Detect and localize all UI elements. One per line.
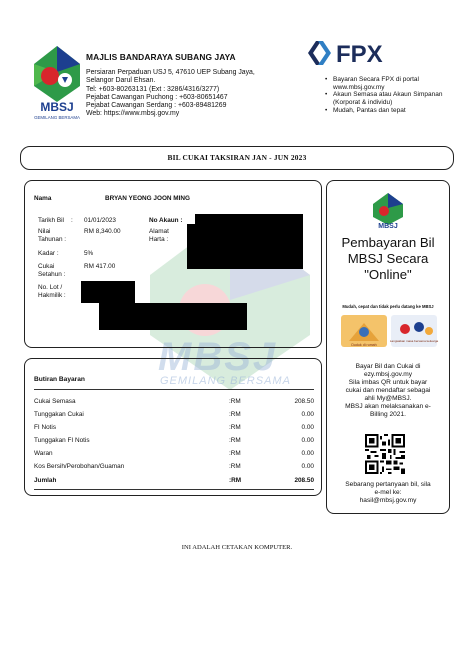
- address-block: [86, 69, 306, 119]
- table-row: Kos Bersih/Perobohan/Guaman :RM 0.00: [34, 463, 314, 470]
- annual-value-label: Tahunan :: [38, 236, 67, 243]
- half-year-tax-value: RM 417.00: [84, 263, 116, 270]
- watermark-text: MBSJ: [158, 335, 278, 379]
- rate-label: Kadar :: [38, 250, 59, 257]
- lot-label: No. Lot /: [38, 284, 63, 291]
- property-address-label: Alamat: [149, 228, 169, 235]
- table-row: Waran :RM 0.00: [34, 450, 314, 457]
- computer-generated-note: INI ADALAH CETAKAN KOMPUTER.: [181, 544, 293, 551]
- fpx-benefits-list: [325, 76, 465, 115]
- promo-logo-text: MBSJ: [378, 223, 398, 229]
- rate-value: 5%: [84, 250, 94, 257]
- annual-value: RM 8,340.00: [84, 228, 121, 235]
- total-row: Jumlah :RM 208.50: [34, 477, 314, 484]
- contact-email-link[interactable]: hasil@mbsj.gov.my: [359, 497, 417, 504]
- redacted-title-no: [99, 303, 247, 330]
- logo-tagline: GEMILANG BERSAMA: [34, 115, 80, 120]
- promo-body: Bayar Bil dan Cukai di ezy.mbsj.gov.my Sila imbas QR untuk bayar cukai dan mendaftar sebagai ahli My@MBSJ. MBSJ akan melaksanakan e- Billing 2021.: [345, 363, 431, 418]
- table-row: FI Notis :RM 0.00: [34, 424, 314, 431]
- bill-date-value: 01/01/2023: [84, 217, 116, 224]
- fpx-logo: [306, 38, 402, 68]
- table-row: Tunggakan Cukai :RM 0.00: [34, 411, 314, 418]
- online-payment-promo: [326, 180, 450, 514]
- mbsj-logo-small: [369, 191, 407, 229]
- org-name: MAJLIS BANDARAYA SUBANG JAYA: [86, 52, 236, 62]
- fpx-logo-text: FPX: [336, 41, 383, 68]
- address-line: Persiaran Perpaduan USJ 5, 47610 UEP Subang Jaya,: [86, 69, 255, 76]
- promo-contact: Sebarang pertanyaan bil, sila e-mel ke: hasil@mbsj.gov.my: [331, 481, 445, 505]
- address-line: Pejabat Cawangan Serdang : +603-89481269: [86, 102, 227, 110]
- payment-details-box: [24, 358, 322, 496]
- bill-date-label: Tarikh Bil: [38, 217, 64, 224]
- account-no-label: No Akaun :: [149, 217, 183, 224]
- address-line: Selangor Darul Ehsan.: [86, 77, 156, 85]
- name-label: Nama: [34, 195, 52, 202]
- redacted-property-address: [187, 224, 303, 269]
- redacted-account-no: [195, 214, 303, 224]
- lot-label: Hakmilik :: [38, 292, 66, 299]
- name-value: BRYAN YEONG JOON MING: [105, 195, 190, 202]
- table-row: Tunggakan FI Notis :RM 0.00: [34, 437, 314, 444]
- payment-heading: Butiran Bayaran: [34, 376, 85, 383]
- property-address-label: Harta :: [149, 236, 169, 243]
- half-year-tax-label: Cukai: [38, 263, 55, 270]
- half-year-tax-label: Setahun :: [38, 271, 66, 278]
- bill-title: BIL CUKAI TAKSIRAN JAN - JUN 2023: [167, 153, 307, 162]
- address-line: Tel: +603-80263131 (Ext : 3286/4316/3277): [86, 85, 220, 93]
- bill-title-bar: [20, 146, 454, 170]
- watermark-tagline: GEMILANG BERSAMA: [160, 375, 291, 387]
- mbsj-logo: [28, 42, 86, 122]
- divider: [34, 389, 314, 390]
- account-details-box: Nama BRYAN YEONG JOON MING Tarikh Bil : 01/01/2023 No Akaun : Nilai Tahunan : RM 8,340.00 Alamat Harta : Kadar : 5% Cukai Setahun : RM 417.00 No. Lot / Hakmilik :: [24, 180, 322, 348]
- list-item: • Akaun Semasa atau Akaun Simpanan (Korporat & individu): [325, 91, 465, 106]
- promo-caption: Mudah, cepat dan tidak perlu datang ke MBSJ: [342, 304, 434, 309]
- promo-headline: Pembayaran Bil MBSJ Secara "Online": [341, 235, 435, 282]
- annual-value-label: Nilai: [38, 228, 51, 235]
- list-item: • Mudah, Pantas dan tepat: [325, 107, 465, 115]
- qr-code-icon[interactable]: [365, 434, 405, 474]
- list-item: • Bayaran Secara FPX di portal www.mbsj.gov.my: [325, 76, 465, 91]
- table-row: Cukai Semasa :RM 208.50: [34, 398, 314, 405]
- logo-text: MBSJ: [40, 100, 74, 114]
- divider: [34, 489, 314, 490]
- promo-illustrations: [339, 313, 439, 349]
- address-line: Web: https://www.mbsj.gov.my: [86, 110, 180, 118]
- redacted-lot-no: [81, 281, 135, 303]
- pic-label: Duduk di rumah: [351, 343, 377, 347]
- address-line: Pejabat Cawangan Puchong : +603-80651467: [86, 93, 228, 101]
- pic-label: Langsaikan masa bersama keluarga: [389, 339, 439, 343]
